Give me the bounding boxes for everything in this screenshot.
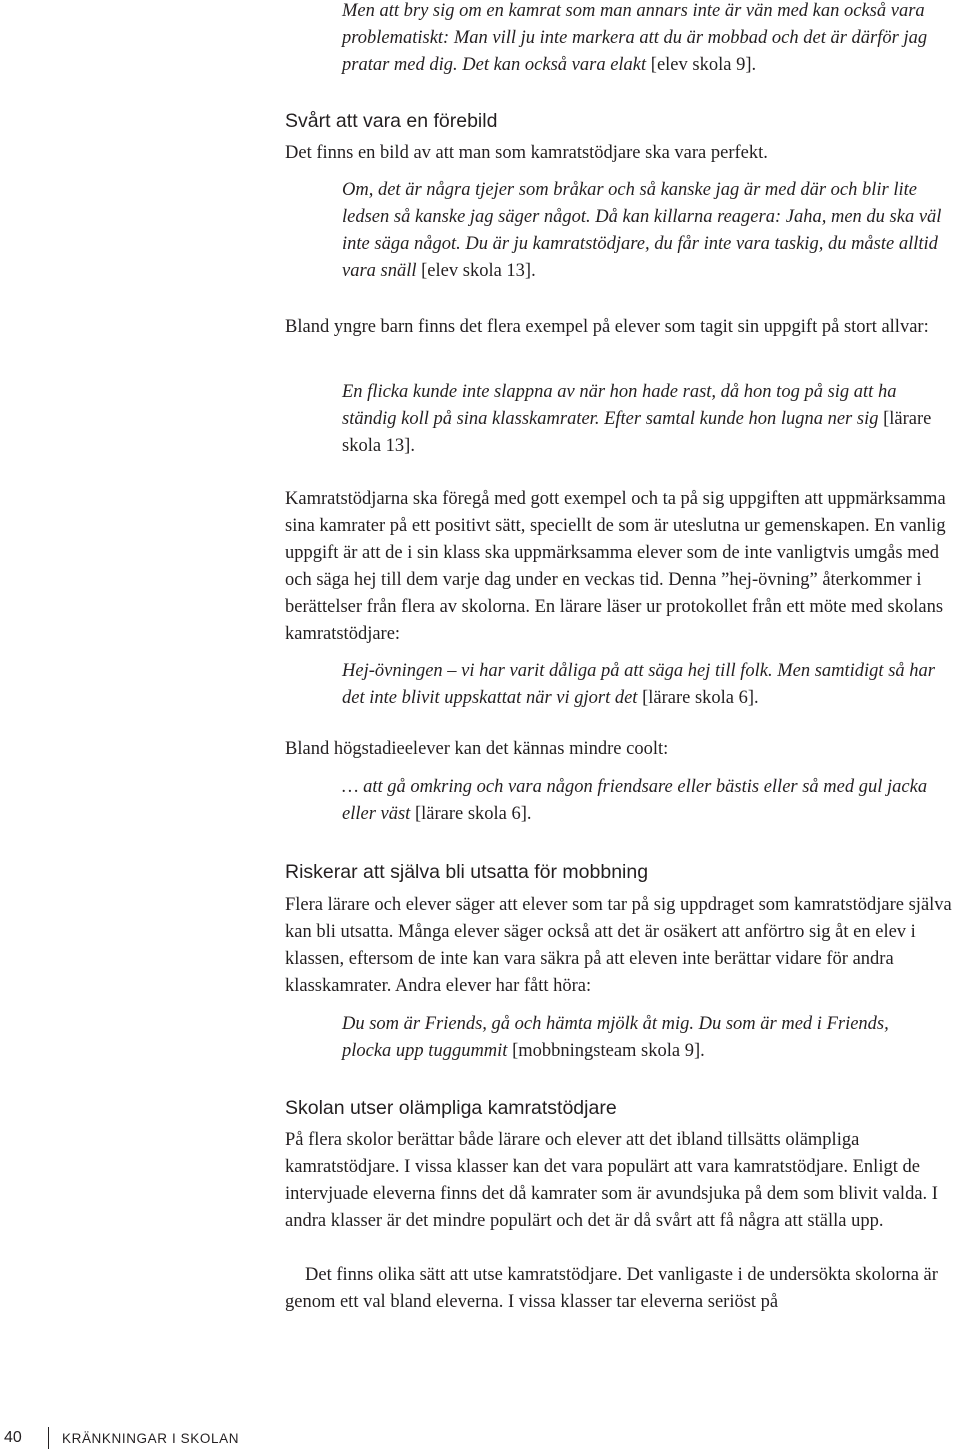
quote-text: … att gå omkring och vara någon friendsare eller bästis eller så med gul jacka eller väst bbox=[342, 777, 928, 824]
quote-reference: [lärare skola 6]. bbox=[410, 804, 532, 824]
body-paragraph: Bland yngre barn finns det flera exempel på elever som tagit sin uppgift på stort allvar: bbox=[285, 317, 929, 337]
quote-text: Men att bry sig om en kamrat som man annars inte är vän med kan också vara problematiskt: Man vill ju inte markera att du är mobbad och det är därför jag pratar med dig. Det kan också vara elakt bbox=[342, 1, 928, 75]
quote-text: En flicka kunde inte slappna av när hon hade rast, då hon tog på sig att ha ständig koll på sina klasskamrater. Efter samtal kunde hon lugna ner sig bbox=[342, 382, 897, 429]
quote-reference: [lärare skola 13]. bbox=[342, 409, 932, 456]
body-paragraph: Bland högstadieelever kan det kännas mindre coolt: bbox=[285, 739, 669, 759]
quote-text: Hej-övningen – vi har varit dåliga på att säga hej till folk. Men samtidigt så har det inte blivit uppskattat när vi gjort det bbox=[342, 661, 935, 708]
section-heading: Svårt att vara en förebild bbox=[285, 110, 498, 132]
quote-block bbox=[342, 774, 942, 828]
quote-block bbox=[342, 1011, 942, 1065]
quote-reference: [mobbningsteam skola 9]. bbox=[507, 1041, 705, 1061]
quote-reference: [elev skola 9]. bbox=[646, 55, 757, 75]
body-paragraph: Flera lärare och elever säger att elever som tar på sig uppdraget som kamratstödjare själva kan bli utsatta. Många elever säger också att det är osäkert att anförtro sig åt en elev i klassen, eftersom de inte kan vara säkra på att eleven inte berättar vidare för andra klasskamrater. Andra elever har fått höra: bbox=[285, 895, 952, 996]
quote-block bbox=[342, 0, 942, 79]
quote-block bbox=[342, 658, 942, 712]
quote-text: Om, det är några tjejer som bråkar och så kanske jag är med där och blir lite ledsen så kanske jag säger något. Då kan killarna reagera: Jaha, men du ska väl inte säga något. Du är ju kamratstödjare, du får inte vara taskig, du måste alltid vara snäll bbox=[342, 180, 942, 281]
quote-block bbox=[342, 177, 942, 285]
body-paragraph: Det finns olika sätt att utse kamratstödjare. Det vanligaste i de undersökta skolorna är genom ett val bland eleverna. I vissa klasser tar eleverna seriöst på bbox=[285, 1265, 938, 1312]
body-paragraph: På flera skolor berättar både lärare och elever att det ibland tillsätts olämpliga kamratstödjare. I vissa klasser kan det vara populärt att vara kamratstödjare. Enligt de intervjuade eleverna finns det då kamrater som är avundsjuka på dem som blivit valda. I andra klasser är det mindre populärt och det är då svårt att få några att ställa upp. bbox=[285, 1130, 938, 1231]
quote-text: Du som är Friends, gå och hämta mjölk åt mig. Du som är med i Friends, plocka upp tuggummit bbox=[342, 1014, 889, 1061]
page-number: 40 bbox=[0, 1427, 49, 1449]
quote-block bbox=[342, 379, 942, 460]
body-paragraph: Det finns en bild av att man som kamratstödjare ska vara perfekt. bbox=[285, 143, 768, 163]
section-heading: Skolan utser olämpliga kamratstödjare bbox=[285, 1097, 617, 1119]
quote-reference: [elev skola 13]. bbox=[416, 261, 536, 281]
running-title: KRÄNKNINGAR I SKOLAN bbox=[62, 1431, 240, 1446]
section-heading: Riskerar att själva bli utsatta för mobbning bbox=[285, 861, 649, 883]
quote-reference: [lärare skola 6]. bbox=[637, 688, 759, 708]
body-paragraph: Kamratstödjarna ska föregå med gott exempel och ta på sig uppgiften att uppmärksamma sina kamrater på ett positivt sätt, speciellt de som är uteslutna ur gemenskapen. En vanlig uppgift är att de i sin klass ska uppmärksamma elever som de inte vanligtvis umgås med och säga hej till dem varje dag under en veckas tid. Denna ”hej-övning” återkommer i berättelser från flera av skolorna. En lärare läser ur protokollet från ett möte med skolans kamratstödjare: bbox=[285, 489, 946, 644]
